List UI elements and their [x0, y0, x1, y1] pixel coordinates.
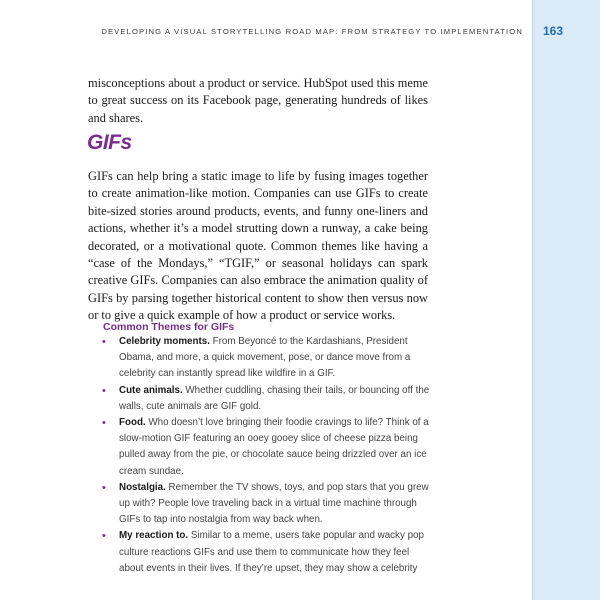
item-text: Remember the TV shows, toys, and pop stars that you grew up with? People love traveling back in a virtual time machine through GIFs to tap into nostalgia from way back when. [119, 481, 429, 526]
item-term: My reaction to. [119, 530, 189, 542]
item-term: Nostalgia. [119, 481, 166, 493]
list-item [88, 480, 433, 529]
item-term: Food. [119, 417, 146, 429]
item-term: Cute animals. [119, 384, 183, 396]
list-item [88, 383, 433, 415]
item-text: Who doesn’t love bringing their foodie cravings to life? Think of a slow-motion GIF featuring an ooey gooey slice of cheese pizza being pulled away from the pie, or chocolate sauce being drizzled over an ice cream sundae. [119, 417, 429, 477]
intro-paragraph: misconceptions about a product or service. HubSpot used this meme to great success on its Facebook page, generating hundreds of likes and shares. [88, 76, 428, 125]
running-head: DEVELOPING A VISUAL STORYTELLING ROAD MAP: FROM STRATEGY TO IMPLEMENTATION [101, 27, 523, 36]
bullet-icon: • [102, 417, 106, 430]
bullet-icon: • [102, 530, 106, 543]
bullet-icon: • [102, 481, 106, 494]
item-text: Similar to a meme, users take popular and wacky pop culture reactions GIFs and use them to communicate how they feel about events in their lives. If they’re upset, they may show a celebrity [119, 530, 424, 574]
theme-list [88, 334, 433, 577]
item-text: From Beyoncé to the Kardashians, President Obama, and more, a quick movement, pose, or dance move from a celebrity can instantly spread like wildfire in a GIF. [119, 336, 411, 380]
item-text: Whether cuddling, chasing their tails, or bouncing off the walls, cute animals are GIF gold. [119, 384, 430, 412]
sidebar-title: Common Themes for GIFs [103, 321, 235, 333]
page-number: 163 [543, 24, 564, 38]
section-heading: GIFs [87, 131, 132, 154]
margin-strip [532, 0, 600, 600]
list-item [88, 334, 433, 383]
list-item [88, 415, 433, 480]
list-item [88, 528, 433, 577]
gifs-paragraph: GIFs can help bring a static image to life by fusing images together to create animation-like motion. Companies can use GIFs to create bite-sized stories around products, events, and funny one-liners and actions, whether it’s a model strutting down a runway, a cake being decorated, or a motivational quote. Common themes like having a “case of the Mondays,” “TGIF,” or seasonal holidays can spark creative GIFs. Companies can also embrace the animation quality of GIFs by parsing together historical content to show then versus now or to give a quick example of how a product or service works. [88, 169, 428, 323]
item-term: Celebrity moments. [119, 336, 210, 347]
bullet-icon: • [102, 336, 106, 348]
bullet-icon: • [102, 384, 106, 397]
